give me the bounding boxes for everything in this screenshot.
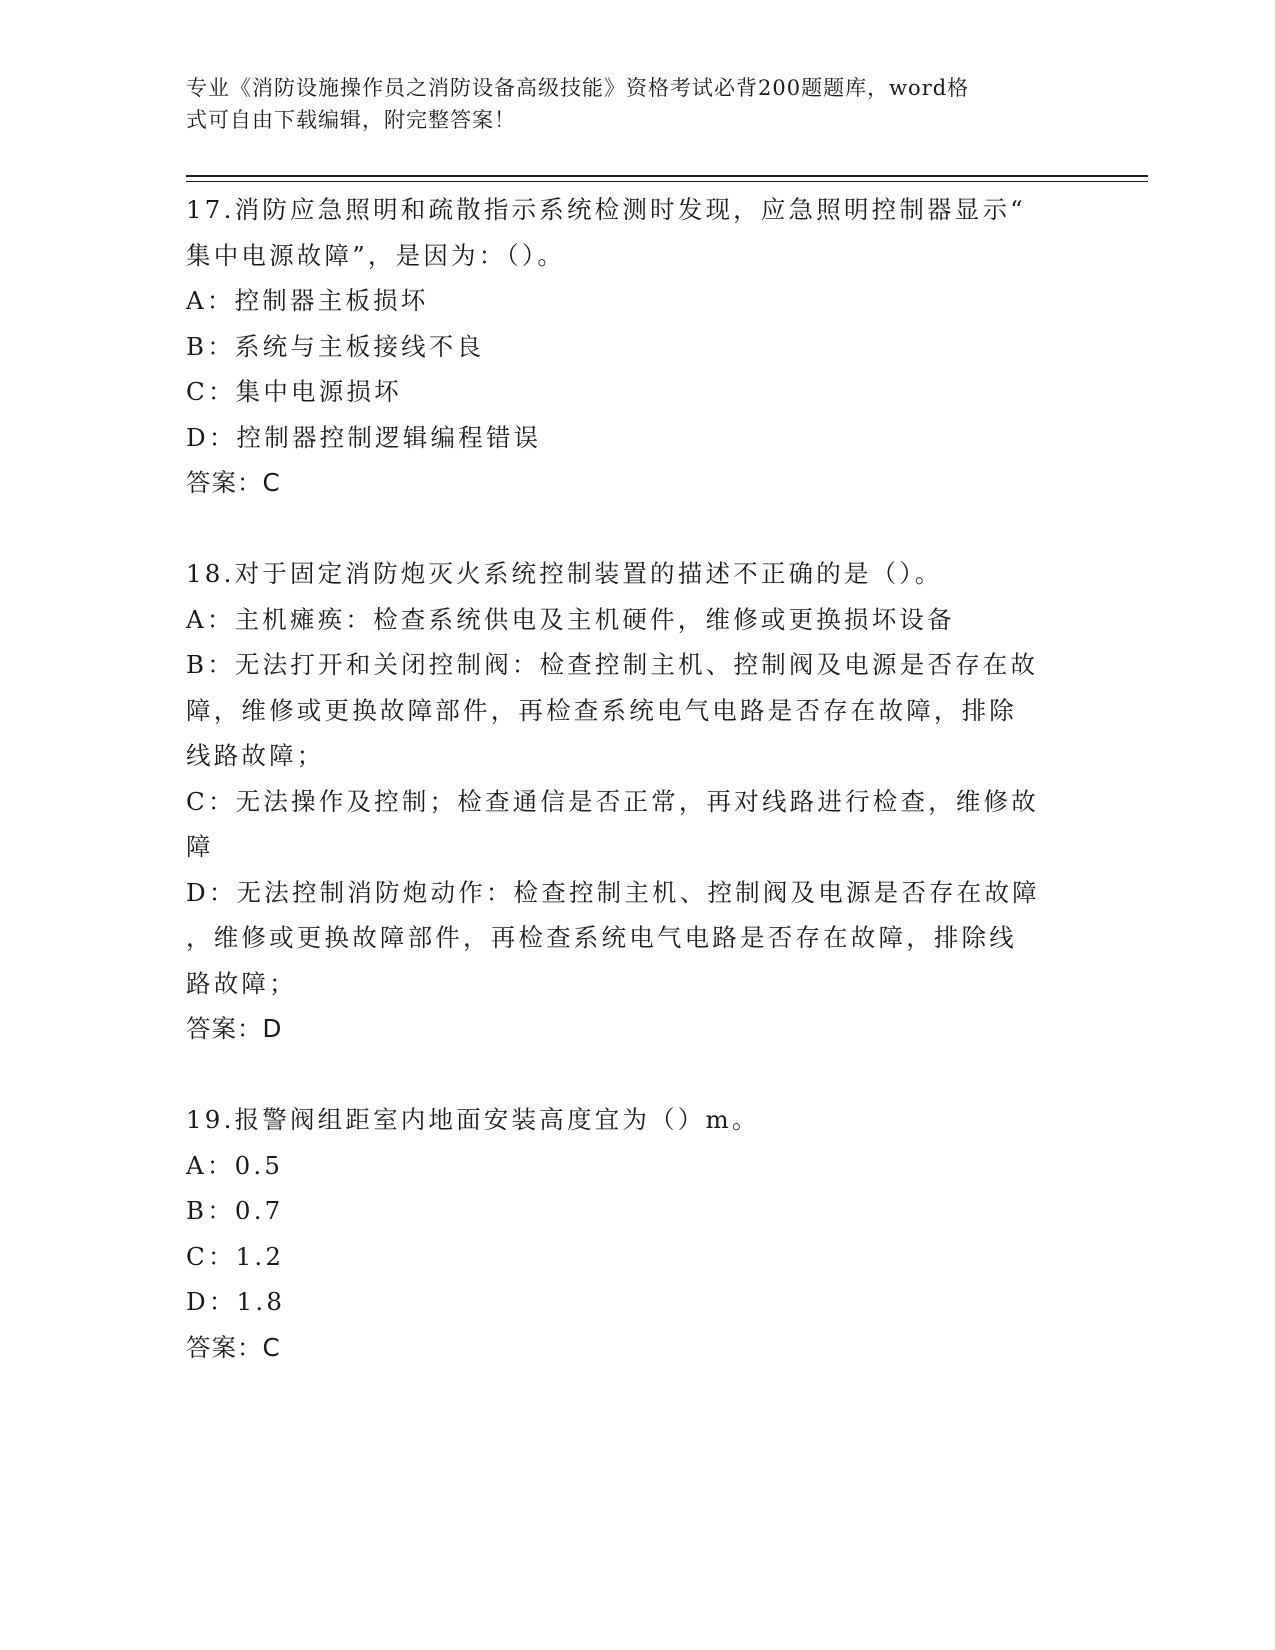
header-divider-thick	[186, 175, 1148, 177]
question-17-stem-line-1: 17.消防应急照明和疏散指示系统检测时发现，应急照明控制器显示“	[186, 195, 1026, 224]
question-18-option-d-line-1: D：无法控制消防炮动作：检查控制主机、控制阀及电源是否存在故障	[186, 877, 1040, 907]
question-18-option-b-line-1: B：无法打开和关闭控制阀：检查控制主机、控制阀及电源是否存在故	[186, 650, 1039, 679]
question-18-answer: 答案：D	[186, 1014, 283, 1043]
question-18	[186, 551, 1076, 1052]
question-17-option-c: C：集中电源损坏	[186, 377, 402, 406]
question-spacer	[186, 506, 1076, 552]
question-19-option-d: D：1.8	[186, 1287, 286, 1316]
question-18-stem: 18.对于固定消防炮灭火系统控制装置的描述不正确的是（）。	[186, 559, 943, 588]
question-17-option-d: D：控制器控制逻辑编程错误	[186, 422, 542, 452]
question-19-option-c: C：1.2	[186, 1241, 285, 1271]
question-19-option-b: B：0.7	[186, 1196, 284, 1225]
question-list	[186, 187, 1076, 1370]
question-19-stem: 19.报警阀组距室内地面安装高度宜为（）m。	[186, 1105, 760, 1134]
question-18-option-d-line-2: ，维修或更换故障部件，再检查系统电气电路是否存在故障，排除线	[186, 923, 1017, 952]
question-19-option-a: A：0.5	[186, 1150, 284, 1180]
question-18-option-c-line-1: C：无法操作及控制；检查通信是否正常，再对线路进行检查，维修故	[186, 786, 1039, 816]
question-17-answer: 答案：C	[186, 468, 281, 497]
header-line-2: 式可自由下载编辑，附完整答案！	[186, 108, 516, 132]
header-line-1: 专业《消防设施操作员之消防设备高级技能》资格考试必背200题题库，word格	[186, 76, 970, 100]
question-17-option-a: A：控制器主板损坏	[186, 286, 429, 315]
question-18-option-a: A：主机瘫痪：检查系统供电及主机硬件，维修或更换损坏设备	[186, 604, 955, 634]
question-18-option-c-line-2: 障	[186, 832, 214, 861]
question-19-answer: 答案：C	[186, 1332, 281, 1362]
question-17-option-b: B：系统与主板接线不良	[186, 331, 485, 361]
question-spacer	[186, 1052, 1076, 1098]
document-header	[186, 72, 1066, 136]
question-19	[186, 1097, 1076, 1370]
question-17-stem-line-2: 集中电源故障”，是因为：（）。	[186, 240, 566, 270]
question-18-option-b-line-3: 线路故障；	[186, 741, 325, 770]
question-17	[186, 187, 1076, 506]
question-18-option-d-line-3: 路故障；	[186, 968, 297, 998]
question-18-option-b-line-2: 障，维修或更换故障部件，再检查系统电气电路是否存在故障，排除	[186, 695, 1017, 725]
header-divider-thin	[186, 181, 1148, 182]
